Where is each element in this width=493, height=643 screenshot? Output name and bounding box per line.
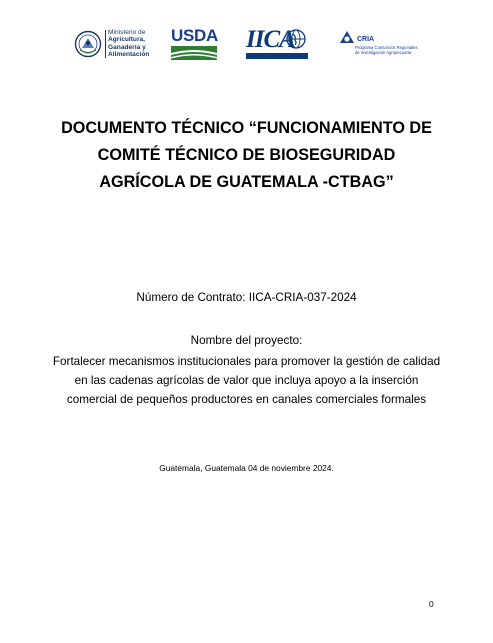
project-name-line-2: en las cadenas agrícolas de valor que incluya apoyo a la inserción bbox=[74, 374, 419, 387]
logo-strip bbox=[0, 26, 493, 62]
cria-subtitle-line-2: de Investigación Agropecuaria bbox=[355, 50, 412, 55]
project-heading: Nombre del proyecto: bbox=[190, 334, 303, 347]
document-title-line-1: DOCUMENTO TÉCNICO “FUNCIONAMIENTO DE bbox=[61, 119, 432, 137]
cria-logo bbox=[338, 26, 428, 62]
guatemala-coat-of-arms-icon bbox=[74, 30, 102, 58]
cria-subtitle-line-1: Programa Consorcios Regionales bbox=[355, 45, 418, 50]
document-title-line-2: COMITÉ TÉCNICO DE BIOSEGURIDAD bbox=[97, 146, 396, 164]
globe-icon bbox=[286, 29, 306, 49]
document-title-line-3: AGRÍCOLA DE GUATEMALA -CTBAG” bbox=[99, 173, 394, 191]
maga-line-3: Ganadería y bbox=[108, 43, 146, 51]
maga-logo bbox=[74, 26, 152, 62]
usda-logo bbox=[171, 26, 217, 62]
maga-name bbox=[108, 29, 149, 58]
iica-wordmark: IICA bbox=[246, 26, 295, 53]
cria-wordmark: CRIA bbox=[357, 36, 375, 43]
page-number: 0 bbox=[429, 599, 434, 609]
contract-number: Número de Contrato: IICA-CRIA-037-2024 bbox=[136, 291, 357, 304]
place-and-date: Guatemala, Guatemala 04 de noviembre 2024. bbox=[159, 463, 334, 473]
project-name-line-3: comercial de pequeños productores en canales comerciales formales bbox=[66, 393, 427, 406]
iica-logo bbox=[246, 26, 310, 62]
maga-divider bbox=[105, 30, 106, 58]
maga-line-1: Ministerio de bbox=[108, 29, 146, 36]
iica-underline-bar bbox=[246, 53, 308, 59]
maga-line-2: Agricultura, bbox=[108, 36, 146, 44]
project-name-line-1: Fortalecer mecanismos institucionales para promover la gestión de calidad bbox=[52, 355, 441, 368]
usda-field-icon bbox=[171, 46, 217, 60]
usda-wordmark: USDA bbox=[171, 26, 218, 45]
project-name bbox=[0, 352, 493, 409]
cria-subtitle bbox=[355, 45, 418, 55]
document-title bbox=[30, 115, 463, 196]
maga-line-4: Alimentación bbox=[108, 50, 150, 58]
cria-mark-icon bbox=[338, 29, 356, 45]
